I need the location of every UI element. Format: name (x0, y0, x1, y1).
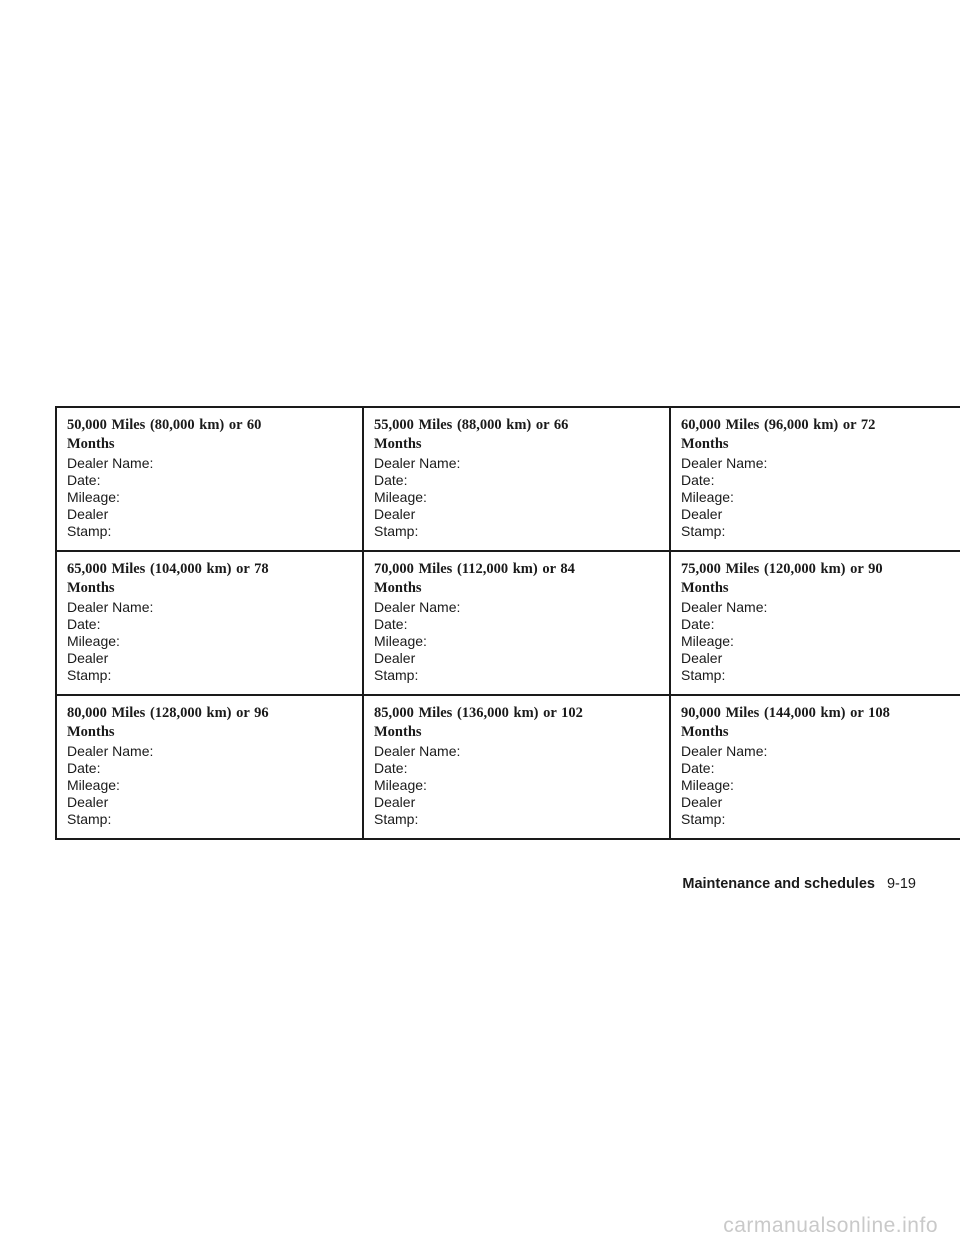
dealer-label: Dealer (681, 650, 723, 666)
dealer-name-label: Dealer Name: (67, 599, 154, 615)
dealer-name-label: Dealer Name: (681, 599, 768, 615)
stamp-label: Stamp: (681, 523, 726, 539)
table-row (56, 551, 960, 695)
date-label: Date: (67, 616, 101, 632)
mileage-label: Mileage: (681, 777, 734, 793)
page-number: 9-19 (886, 876, 916, 892)
service-record-cell (670, 551, 960, 695)
service-interval-heading: 60,000 Miles (96,000 km) or 72 Months (681, 417, 876, 452)
service-record-cell (670, 695, 960, 839)
date-label: Date: (681, 472, 715, 488)
date-label: Date: (67, 760, 101, 776)
table-row (56, 407, 960, 551)
dealer-label: Dealer (374, 506, 416, 522)
dealer-name-label: Dealer Name: (67, 743, 154, 759)
stamp-label: Stamp: (67, 523, 112, 539)
record-field-list (374, 743, 659, 828)
dealer-name-label: Dealer Name: (681, 455, 768, 471)
dealer-label: Dealer (681, 506, 723, 522)
record-field-list (67, 599, 352, 684)
record-table-body (56, 407, 960, 839)
maintenance-record-table (55, 406, 960, 840)
stamp-label: Stamp: (374, 667, 419, 683)
service-interval-heading: 55,000 Miles (88,000 km) or 66 Months (374, 417, 569, 452)
table-row (56, 695, 960, 839)
service-interval-heading: 80,000 Miles (128,000 km) or 96 Months (67, 705, 269, 740)
dealer-name-label: Dealer Name: (67, 455, 154, 471)
mileage-label: Mileage: (374, 633, 427, 649)
service-interval-heading: 85,000 Miles (136,000 km) or 102 Months (374, 705, 583, 740)
mileage-label: Mileage: (374, 489, 427, 505)
mileage-label: Mileage: (67, 633, 120, 649)
service-record-cell (56, 551, 363, 695)
dealer-label: Dealer (67, 794, 109, 810)
stamp-label: Stamp: (67, 667, 112, 683)
record-field-list (681, 599, 960, 684)
dealer-name-label: Dealer Name: (374, 743, 461, 759)
section-title: Maintenance and schedules (682, 876, 875, 892)
service-interval-heading: 70,000 Miles (112,000 km) or 84 Months (374, 561, 575, 596)
record-field-list (374, 599, 659, 684)
date-label: Date: (681, 616, 715, 632)
stamp-label: Stamp: (67, 811, 112, 827)
dealer-label: Dealer (67, 650, 109, 666)
dealer-label: Dealer (374, 794, 416, 810)
mileage-label: Mileage: (374, 777, 427, 793)
watermark: carmanualsonline.info (723, 1214, 938, 1237)
dealer-label: Dealer (67, 506, 109, 522)
dealer-name-label: Dealer Name: (374, 599, 461, 615)
dealer-label: Dealer (681, 794, 723, 810)
service-record-cell (363, 551, 670, 695)
service-interval-heading: 90,000 Miles (144,000 km) or 108 Months (681, 705, 890, 740)
stamp-label: Stamp: (681, 811, 726, 827)
mileage-label: Mileage: (681, 489, 734, 505)
service-record-cell (363, 695, 670, 839)
stamp-label: Stamp: (681, 667, 726, 683)
mileage-label: Mileage: (681, 633, 734, 649)
dealer-label: Dealer (374, 650, 416, 666)
record-field-list (67, 455, 352, 540)
dealer-name-label: Dealer Name: (681, 743, 768, 759)
date-label: Date: (374, 616, 408, 632)
date-label: Date: (67, 472, 101, 488)
mileage-label: Mileage: (67, 777, 120, 793)
service-record-cell (56, 695, 363, 839)
dealer-name-label: Dealer Name: (374, 455, 461, 471)
page-footer (682, 876, 916, 892)
service-record-cell (670, 407, 960, 551)
date-label: Date: (374, 472, 408, 488)
stamp-label: Stamp: (374, 523, 419, 539)
record-field-list (681, 743, 960, 828)
date-label: Date: (681, 760, 715, 776)
service-record-cell (56, 407, 363, 551)
stamp-label: Stamp: (374, 811, 419, 827)
service-interval-heading: 50,000 Miles (80,000 km) or 60 Months (67, 417, 262, 452)
record-field-list (374, 455, 659, 540)
record-field-list (681, 455, 960, 540)
service-record-cell (363, 407, 670, 551)
service-interval-heading: 75,000 Miles (120,000 km) or 90 Months (681, 561, 883, 596)
service-interval-heading: 65,000 Miles (104,000 km) or 78 Months (67, 561, 269, 596)
date-label: Date: (374, 760, 408, 776)
record-field-list (67, 743, 352, 828)
mileage-label: Mileage: (67, 489, 120, 505)
